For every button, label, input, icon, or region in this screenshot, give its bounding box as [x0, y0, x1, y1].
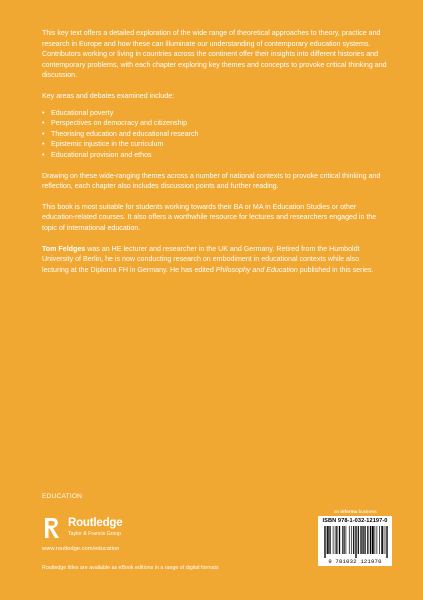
barcode-bar — [373, 526, 374, 554]
barcode-bar — [362, 526, 363, 554]
barcode-bar — [342, 526, 343, 554]
barcode-bar — [383, 526, 384, 554]
publisher-group: Taylor & Francis Group — [68, 531, 122, 537]
list-item: • Theorising education and educational research — [42, 129, 387, 140]
barcode-bar — [353, 526, 354, 554]
barcode-bar — [379, 526, 380, 554]
barcode-bar — [363, 526, 364, 554]
author-bio — [42, 244, 387, 276]
barcode-bar — [364, 526, 365, 554]
author-name: Tom Feldges — [42, 244, 86, 253]
barcode-bar — [385, 526, 386, 554]
barcode-bar — [358, 526, 359, 554]
ebook-note: Routledge titles are available as eBook editions in a range of digital formats — [42, 565, 219, 571]
barcode-bar — [330, 526, 331, 554]
barcode-bar — [365, 526, 366, 554]
author-bio-text: was an HE lecturer and researcher in the UK and Germany. Retired from the Humboldt University of Berlin, he is now conducting research on embodiment in educational contexts while also lecturing at the Diploma FH in Germany. He has edited — [42, 244, 360, 274]
informa-suffix: business — [357, 509, 377, 514]
barcode-bar — [373, 526, 374, 554]
key-areas-intro: Key areas and debates examined include: — [42, 91, 175, 100]
publisher-name: Routledge — [68, 517, 123, 529]
barcode-bar — [377, 526, 378, 554]
barcode-icon — [324, 526, 388, 558]
edited-book-title: Philosophy and Education — [215, 265, 298, 274]
barcode-bar — [387, 526, 388, 558]
barcode-bar — [335, 526, 336, 554]
barcode-bar — [344, 526, 345, 554]
barcode-bar — [349, 526, 350, 554]
isbn-number: ISBN 978-1-032-12197-0 — [322, 518, 388, 524]
barcode-bar — [367, 526, 368, 554]
barcode-bar — [325, 526, 326, 558]
audience-paragraph: This book is most suitable for students working towards their BA or MA in Education Studies or other education-related courses. It also offers a worthwhile resource for lectures and researchers engaged in the topic of international education. — [42, 202, 377, 232]
barcode-bar — [375, 526, 376, 554]
barcode-bar — [339, 526, 340, 554]
publisher-url: www.routledge.com/education — [42, 546, 120, 552]
barcode-bar — [351, 526, 352, 554]
list-item: • Educational poverty — [42, 108, 387, 119]
barcode-bar — [324, 526, 325, 558]
barcode-digits: 9 781032 121970 — [328, 558, 382, 565]
informa-prefix: an — [334, 509, 341, 514]
barcode-bar — [355, 526, 356, 558]
barcode-bar — [382, 526, 383, 554]
routledge-r-icon — [42, 516, 64, 540]
barcode-bar — [343, 526, 344, 554]
barcode-bar — [346, 526, 347, 554]
barcode-bar — [370, 526, 371, 554]
barcode-bar — [354, 526, 355, 554]
barcode-bar — [381, 526, 382, 554]
informa-business-label — [334, 509, 377, 514]
intro-paragraph: This key text offers a detailed exploration of the wide range of theoretical approaches to theory, practice and research in Europe and how these can illuminate our understanding of contemporary education systems. Contributors working or living in countries across the continent offer their insights into different histories and contemporary problems, with each chapter exploring key themes and concepts to provoke critical thinking and discussion. — [42, 29, 387, 80]
publisher-logo — [42, 516, 192, 542]
author-bio-end: published in this series. — [297, 265, 374, 274]
barcode-bar — [386, 526, 387, 558]
informa-brand: informa — [340, 509, 358, 514]
list-item: • Educational provision and ethos — [42, 150, 387, 161]
barcode-bar — [368, 526, 369, 554]
blurb — [42, 28, 387, 285]
isbn-barcode — [318, 516, 392, 566]
barcode-bar — [329, 526, 330, 554]
list-item: • Perspectives on democracy and citizenship — [42, 118, 387, 129]
list-item: • Epistemic injustice in the curriculum — [42, 139, 387, 150]
barcode-bar — [361, 526, 362, 554]
barcode-bar — [327, 526, 328, 554]
barcode-bar — [333, 526, 334, 554]
barcode-bar — [336, 526, 337, 554]
barcode-bar — [337, 526, 338, 554]
drawing-paragraph: Drawing on these wide-ranging themes across a number of national contexts to provoke critical thinking and reflection, each chapter also includes discussion points and further reading. — [42, 171, 381, 191]
barcode-bar — [356, 526, 357, 558]
barcode-bar — [358, 526, 359, 554]
subject-category: EDUCATION — [42, 493, 83, 500]
barcode-bar — [370, 526, 371, 554]
barcode-bar — [372, 526, 373, 554]
barcode-bar — [339, 526, 340, 554]
key-areas-list — [42, 108, 387, 161]
barcode-bar — [360, 526, 361, 554]
barcode-bar — [328, 526, 329, 554]
barcode-bar — [327, 526, 328, 554]
